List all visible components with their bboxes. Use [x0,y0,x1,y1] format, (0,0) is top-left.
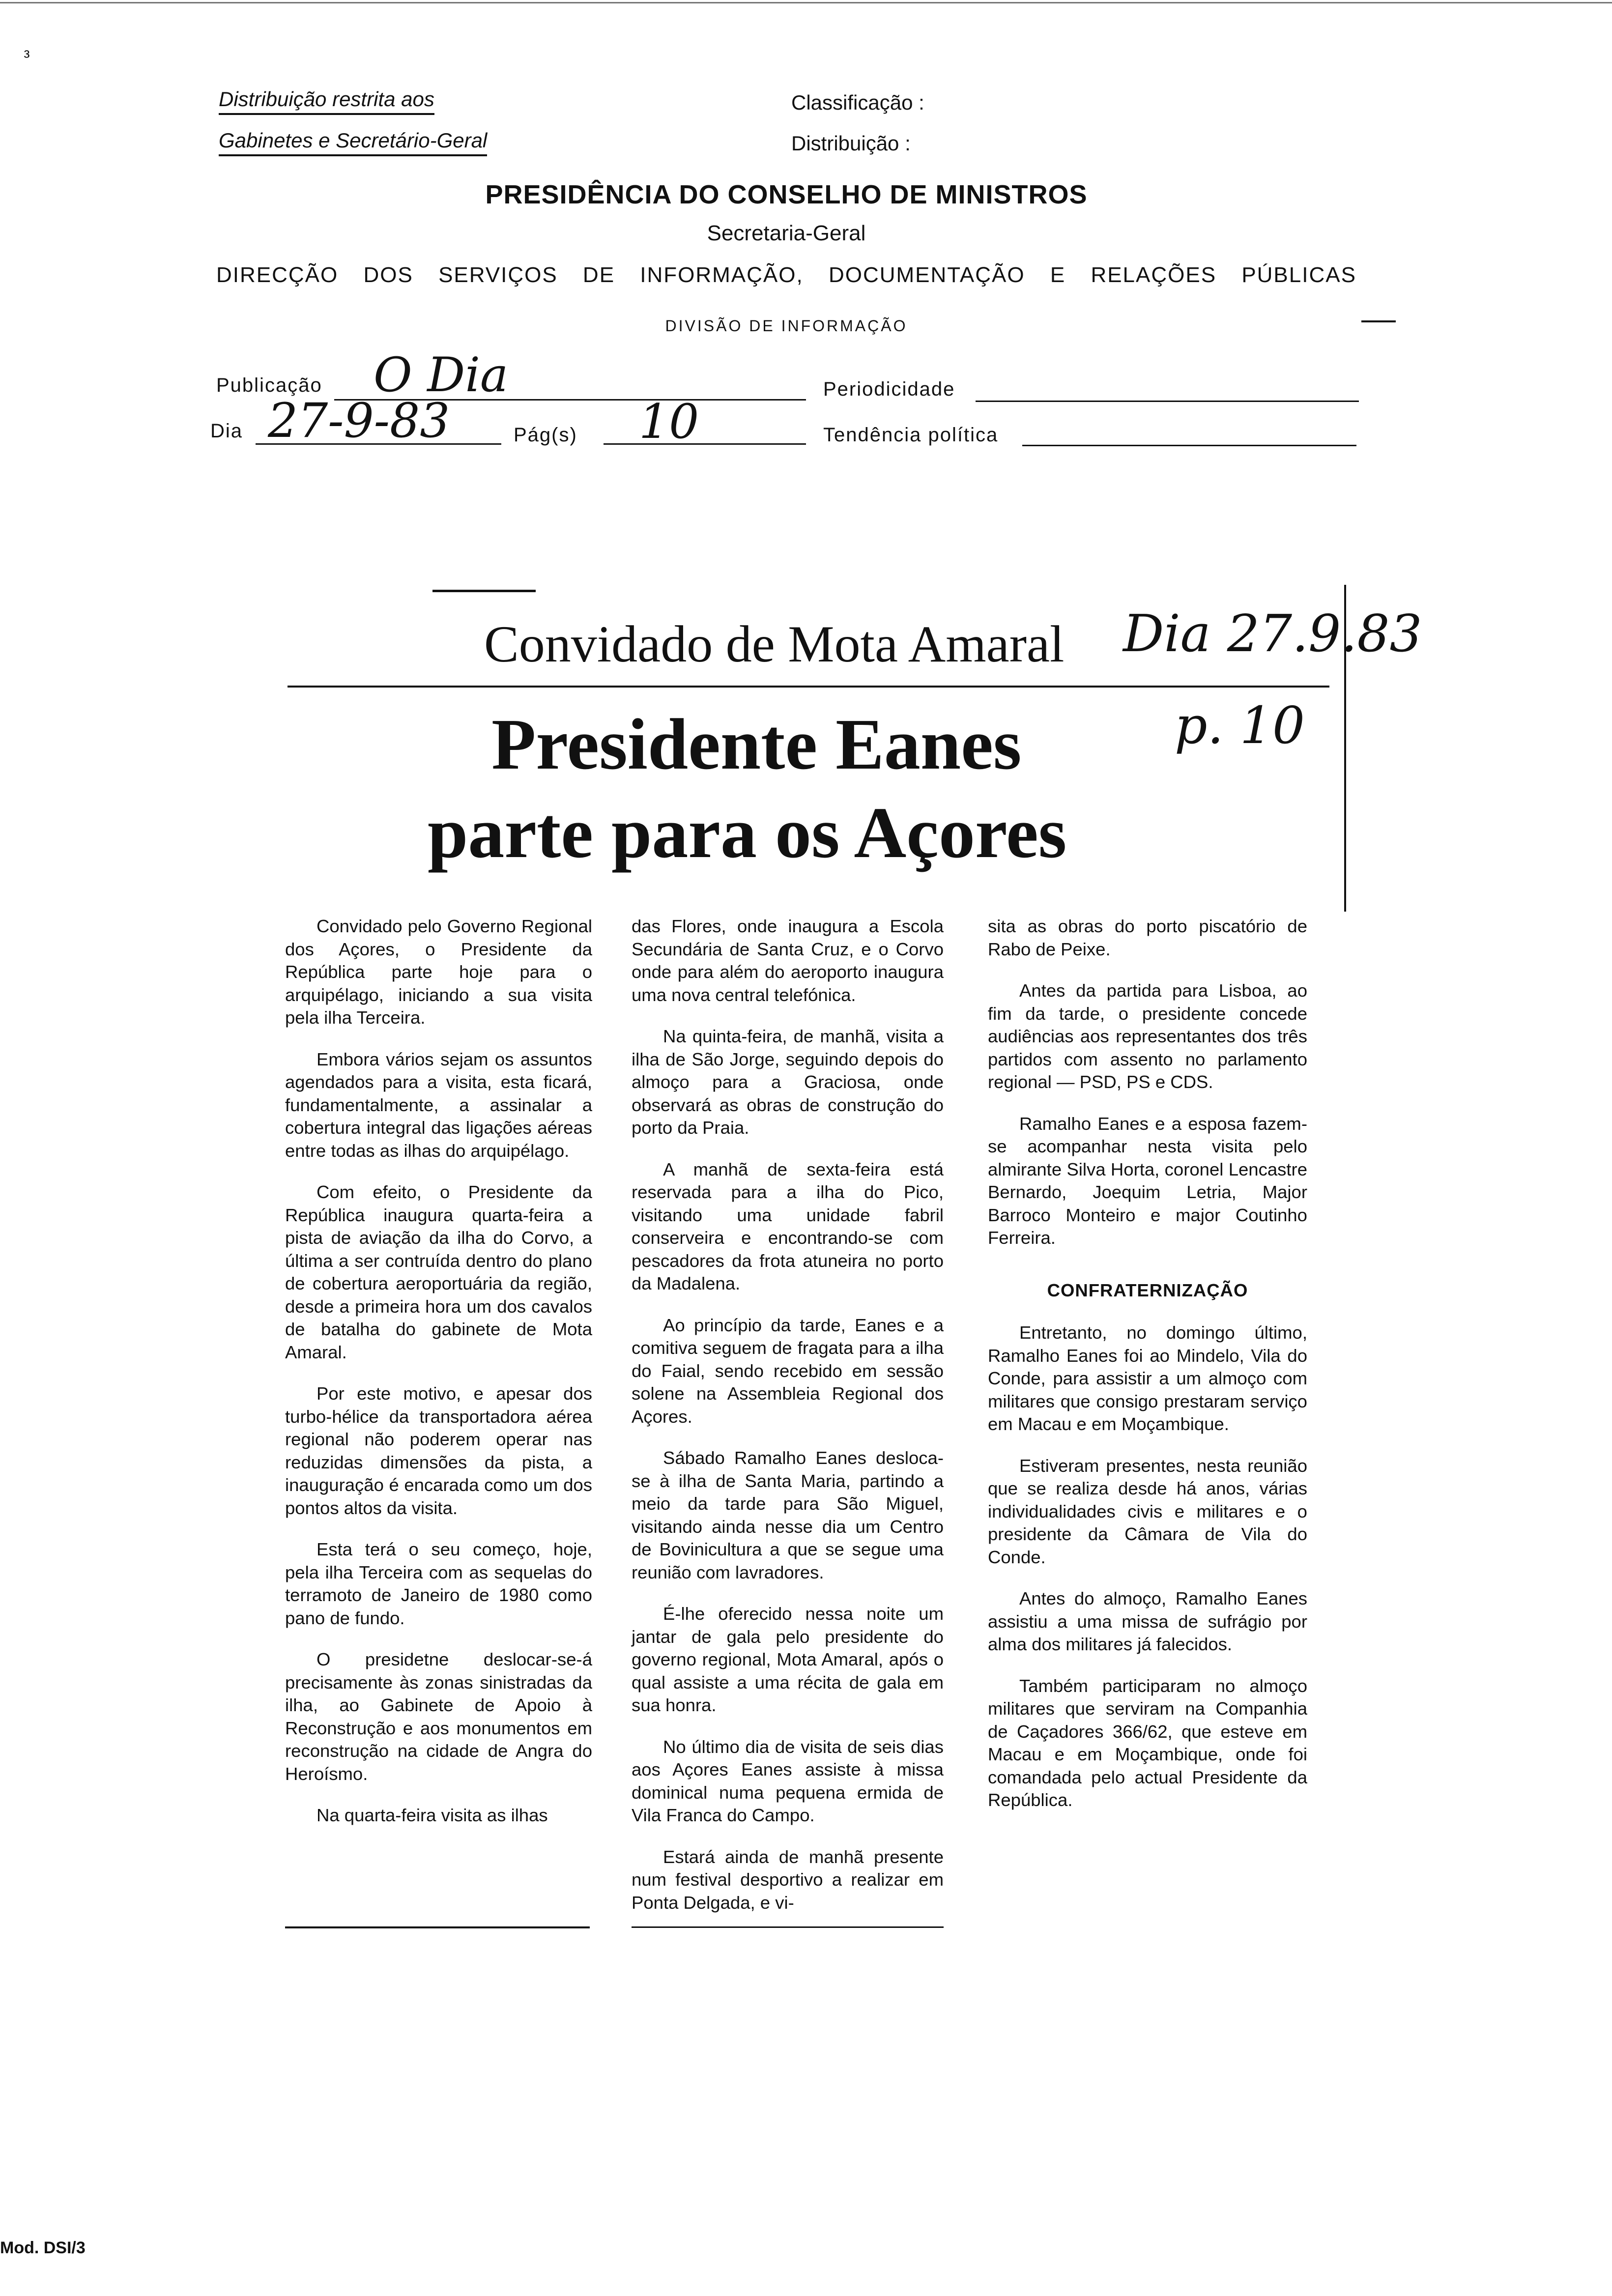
form-code: Mod. DSI/3 [0,2239,86,2257]
headline-line2: parte para os Açores [428,793,1067,873]
kicker-rule [288,686,1329,688]
paragraph: Ao princípio da tarde, Eanes e a comitiva seguem de fragata para a ilha do Faial, sendo recebido em sessão solene na Assembleia Regional dos Açores. [632,1315,944,1427]
paragraph: sita as obras do porto piscatório de Rabo de Peixe. [988,916,1307,959]
handwritten-page-note: p. 10 [1175,695,1305,755]
top-rule [0,2,1612,3]
direction-word: DIRECÇÃO [216,263,339,287]
periodicity-line [976,401,1359,402]
article-kicker: Convidado de Mota Amaral [484,615,1065,673]
paragraph: Ramalho Eanes e a esposa fazem-se acompanhar nesta visita pelo almirante Silva Horta, coronel Lencastre Bernardo, Joequim Letria, Major Barroco Monteiro e major Coutinho Ferreira. [988,1113,1307,1248]
paragraph: Estiveram presentes, nesta reunião que se realiza desde há anos, várias individualidades civis e militares e o presidente da Câmara de Vila do Conde. [988,1455,1307,1567]
paragraph: Por este motivo, e apesar dos turbo-hélice da transportadora aérea regional não poderem operar nas reduzidas dimensões da pista, a inauguração é encarada como um dos pontos altos da visita. [285,1383,592,1518]
day-label: Dia [210,420,243,442]
paragraph: Antes da partida para Lisboa, ao fim da tarde, o presidente concede audiências aos representantes dos três partidos com assento no parlamento regional — PSD, PS e CDS. [988,980,1307,1092]
direction-word: RELAÇÕES [1091,263,1217,287]
article-column-1 [285,915,592,1827]
paragraph: Antes do almoço, Ramalho Eanes assistiu a uma missa de sufrágio por alma dos militares já falecidos. [988,1588,1307,1654]
article-top-rule [432,590,536,592]
subheading: CONFRATERNIZAÇÃO [1047,1280,1248,1300]
publication-value: O Dia [374,347,509,402]
direction-word: DOS [363,263,413,287]
direction-word: PÚBLICAS [1241,263,1356,287]
paragraph: Entretanto, no domingo último, Ramalho Eanes foi ao Mindelo, Vila do Conde, para assistir a um almoço com militares que consigo prestaram serviço em Macau e em Moçambique. [988,1322,1307,1434]
direction-line [216,263,1356,287]
day-value: 27-9-83 [268,393,450,448]
paragraph: No último dia de visita de seis dias aos Açores Eanes assiste à missa dominical numa pequena ermida de Vila Franca do Campo. [632,1736,944,1825]
tendency-line [1022,445,1356,446]
restricted-distribution-line1: Distribuição restrita aos [219,87,434,115]
direction-word: E [1050,263,1066,287]
paragraph: Esta terá o seu começo, hoje, pela ilha Terceira com as sequelas do terramoto de Janeiro de 1980 como pano de fundo. [285,1539,592,1628]
column-1-bottom-rule [285,1926,590,1928]
paragraph: O presidetne deslocar-se-á precisamente às zonas sinistradas da ilha, ao Gabinete de Apoio à Reconstrução e aos monumentos em reconstrução na cidade de Angra do Heroísmo. [285,1649,592,1784]
organization-name: PRESIDÊNCIA DO CONSELHO DE MINISTROS [485,180,1088,209]
pages-line [604,443,806,445]
paragraph: A manhã de sexta-feira está reservada para a ilha do Pico, visitando uma unidade fabril conserveira e encontrando-se com pescadores da frota atuneira no porto da Madalena. [632,1159,944,1293]
article-column-3 [988,915,1307,1812]
tendency-label: Tendência política [823,424,999,446]
paragraph: É-lhe oferecido nessa noite um jantar de gala pelo presidente do governo regional, Mota Amaral, após o qual assiste a uma récita de gala em sua honra. [632,1604,944,1715]
paragraph: Também participaram no almoço militares que serviram na Companhia de Caçadores 366/62, que esteve em Macau e em Moçambique, onde foi comandada pelo actual Presidente da República. [988,1675,1307,1810]
margin-mark: ᵌ [24,45,30,67]
pages-label: Pág(s) [514,424,577,446]
paragraph: Na quarta-feira visita as ilhas [317,1805,548,1825]
paragraph: das Flores, onde inaugura a Escola Secundária de Santa Cruz, e o Corvo onde para além do aeroporto inaugura uma nova central telefónica. [632,916,944,1005]
classification-label: Classificação : [791,91,924,114]
direction-word: SERVIÇOS [438,263,558,287]
paragraph: Sábado Ramalho Eanes desloca-se à ilha de Santa Maria, partindo a meio da tarde para São Miguel, visitando ainda nesse dia um Centro de Bovinicultura a que se segue uma reunião com lavradores. [632,1448,944,1582]
distribution-label: Distribuição : [791,132,911,155]
paragraph: Com efeito, o Presidente da República inaugura quarta-feira a pista de aviação da ilha do Corvo, a última a ser contruída dentro do plano de cobertura aeroportuária da região, desde a primeira hora um dos cavalos de batalha do gabinete de Mota Amaral. [285,1182,592,1362]
paragraph: Estará ainda de manhã presente num festival desportivo a realizar em Ponta Delgada, e vi- [632,1846,944,1913]
article-column-2 [632,915,944,1914]
handwritten-date-note: Dia 27.9.83 [1123,603,1422,663]
direction-word: INFORMAÇÃO, [640,263,804,287]
division-dash [1361,320,1396,322]
secretariat-name: Secretaria-Geral [707,221,866,245]
division-name: DIVISÃO DE INFORMAÇÃO [665,317,908,335]
periodicity-label: Periodicidade [823,378,955,400]
direction-word: DOCUMENTAÇÃO [828,263,1025,287]
paragraph: Embora vários sejam os assuntos agendados para a visita, esta ficará, fundamentalmente, a assinalar a cobertura integral das ligações aéreas entre todas as ilhas do arquipélago. [285,1049,592,1161]
paragraph: Na quinta-feira, de manhã, visita a ilha de São Jorge, seguindo depois do almoço para a Graciosa, onde observará as obras de construção do porto da Praia. [632,1026,944,1138]
headline-line1: Presidente Eanes [491,704,1022,785]
pages-value: 10 [639,394,699,449]
publication-label: Publicação [216,374,322,396]
paragraph: Convidado pelo Governo Regional dos Açores, o Presidente da República parte hoje para o arquipélago, iniciando a sua visita pela ilha Terceira. [285,916,592,1028]
restricted-distribution-line2: Gabinetes e Secretário-Geral [219,129,487,156]
direction-word: DE [582,263,615,287]
column-2-bottom-rule [632,1926,944,1928]
